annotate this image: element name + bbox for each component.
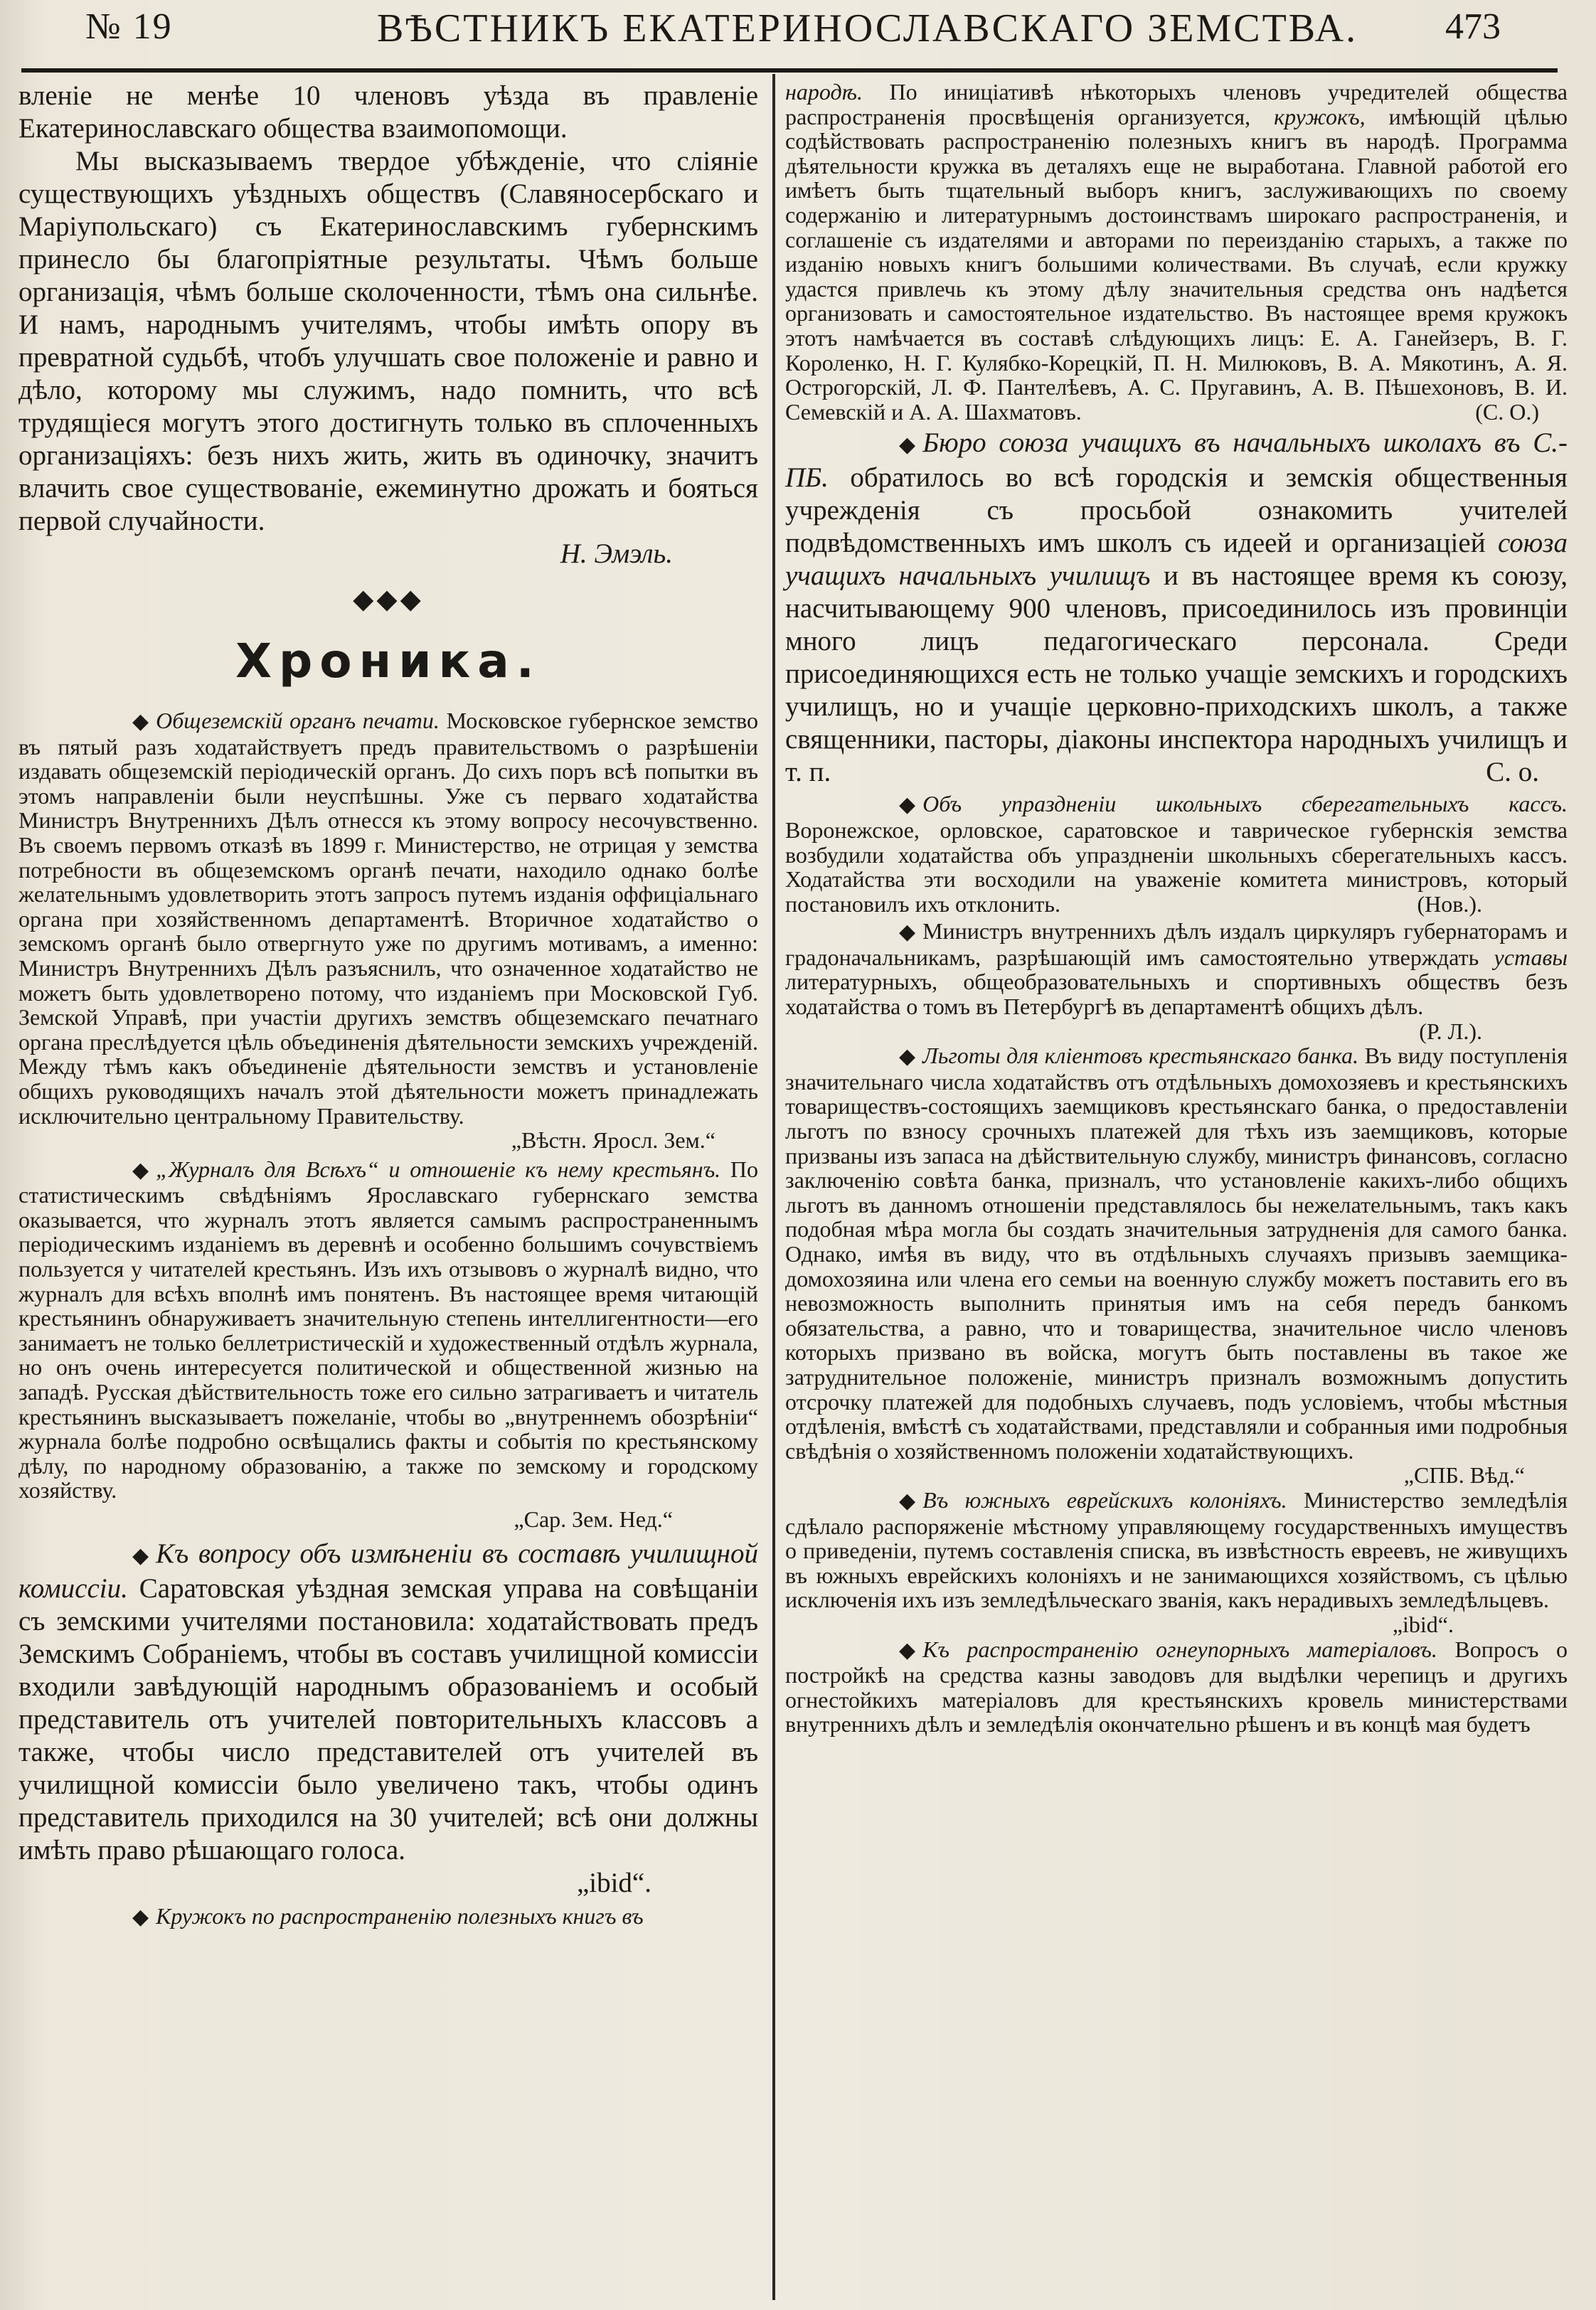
news-item-text: Саратовская уѣздная земская управа на совѣщаніи съ земскими учителями постановила: ходатайствовать предъ Земскимъ Собраніемъ, чтобы въ составъ училищной комиссіи входили завѣдующій народнымъ образованіемъ и особый представитель отъ учителей повторительныхъ классовъ а также, чтобы число представителей отъ учителей въ училищной комиссіи было увеличено такъ, чтобы одинъ представитель приходился на 30 учителей; всѣ они должны имѣть право рѣшающаго голоса. xyxy=(18,1572,758,1865)
news-item-continued xyxy=(785,80,1568,424)
news-item-title: Льготы для клiентовъ крестьянскаго банка. xyxy=(922,1043,1359,1069)
news-item-text: Вопросъ о постройкѣ на средства казны заводовъ для выдѣлки черепицъ и другихъ огнестойкихъ матеріаловъ для крестьянскихъ кровель министерствами внутреннихъ дѣлъ и земледѣлія окончательно рѣшенъ и въ концѣ мая будетъ xyxy=(785,1636,1568,1737)
news-item-source: (Нов.). xyxy=(1417,890,1482,917)
page-header xyxy=(43,0,1558,60)
header-rule xyxy=(21,68,1558,73)
ornament: ◆◆◆ xyxy=(353,585,424,614)
diamond-bullet-icon: ◆ xyxy=(132,1543,149,1568)
article-author: Н. Эмэль. xyxy=(560,538,673,569)
news-item-text: союза учащихъ начальныхъ училищъ xyxy=(785,528,1568,592)
news-item-text: обратилось во всѣ городскія и земскія общественныя учрежденія съ просьбой ознакомить учителей подвѣдомственныхъ имъ школъ съ идеей и организаціей xyxy=(785,462,1568,559)
news-item-title: Къ распространенію огнеупорныхъ матеріаловъ. xyxy=(922,1636,1437,1662)
news-item-text: Воронежское, орловское, саратовское и таврическое губернскія земства возбудили ходатайства объ упраздненіи школьныхъ сберегательныхъ кассъ. Ходатайства эти восходили на уваженіе комитета министровъ, который постановилъ ихъ отклонить. xyxy=(785,816,1568,917)
news-item-text: Въ виду поступленія значительнаго числа ходатайствъ отъ отдѣльныхъ домохозяевъ и крестьянскихъ товариществъ-состоящихъ заемщиковъ крестьянскаго банка, о предоставленіи льготъ по взносу срочныхъ платежей для тѣхъ изъ заемщиковъ, которые призваны изъ запаса на дѣйствительную службу, министръ финансовъ, согласно заключенію совѣта банка, призналъ, что установленіе какихъ-либо общихъ льготъ въ данномъ отношеніи представлялось бы нежелательнымъ, такъ какъ подобная мѣра могла бы создать значительныя затрудненія для самого банка. Однако, имѣя въ виду, что въ отдѣльныхъ случаяхъ призывъ заемщика-домохозяина или члена его семьи на военную службу можетъ поставить его въ невозможность выполнить принятыя имъ на себя передъ банкомъ обязательства, а равно, что и товарищества, значительное число членовъ которыхъ призвано въ войска, могутъ быть поставлены въ такое же затруднительное положеніе, министръ призналъ возможнымъ допустить отсрочку платежей для подобныхъ случаевъ, подъ условіемъ, чтобы мѣстныя отдѣленія, вмѣстѣ съ ходатайствами, представляли и собранныя ими подробныя свѣдѣнія о хозяйственномъ положеніи ходатайствующихъ. xyxy=(785,1043,1568,1464)
news-item-title: Кружокъ по распространенію полезныхъ книгъ въ xyxy=(156,1902,644,1929)
left-column xyxy=(18,80,758,1930)
news-item-text: Министръ внутреннихъ дѣлъ издалъ циркуляръ губернаторамъ и градоначальникамъ, разрѣшающій имъ самостоятельно утверждать xyxy=(785,918,1568,970)
news-item-title: Къ вопросу объ измѣненіи въ составѣ училищной комиссіи. xyxy=(18,1538,758,1604)
news-item-source: (С. О.) xyxy=(1475,398,1539,425)
right-column xyxy=(785,80,1568,1737)
news-item-title: „Журналъ для Всѣхъ“ и отношеніе къ нему крестьянъ. xyxy=(156,1156,721,1182)
news-item xyxy=(785,1043,1568,1489)
news-item-title: Объ упраздненіи школьныхъ сберегательныхъ кассъ. xyxy=(922,791,1568,817)
news-item-text: По иниціативѣ нѣкоторыхъ членовъ учредителей общества распространенія просвѣщенія организуется, xyxy=(785,79,1568,129)
news-item-source: „ibid“. xyxy=(1392,1611,1454,1637)
news-item-source: „СПБ. Вѣд.“ xyxy=(1403,1462,1525,1489)
news-item-text: и въ настоящее время къ союзу, насчитывающему 900 членовъ, присоединилось изъ провинціи много лицъ педагогическаго персонала. Среди присоединяющихся есть не только учащіе земскихъ и городскихъ училищъ, но и учащіе церковно-приходскихъ школъ, а также священники, пасторы, діаконы инспектора народныхъ училищъ и т. п. xyxy=(785,560,1568,788)
news-item xyxy=(18,1538,758,1900)
journal-title: ВѢСТНИКЪ ЕКАТЕРИНОСЛАВСКАГО ЗЕМСТВА. xyxy=(377,6,1358,50)
diamond-bullet-icon: ◆ xyxy=(132,710,149,733)
news-item-source: „ibid“. xyxy=(576,1867,651,1898)
news-item xyxy=(785,792,1568,916)
news-item xyxy=(18,708,758,1153)
diamond-bullet-icon: ◆ xyxy=(132,1905,149,1929)
news-item-text: Московское губернское земство въ пятый разъ ходатайствуетъ предъ правительствомъ о разрѣшеніи издавать общеземскій періодическій органъ. До сихъ поръ всѣ попытки въ этомъ направленіи были неуспѣшны. Уже съ перваго ходатайства Министръ Внутреннихъ Дѣлъ отнесся къ этому вопросу несочувственно. Въ своемъ первомъ отказѣ въ 1899 г. Министерство, не отрицая у земства потребности въ общеземскомъ органѣ печати, находило однако болѣе желательнымъ удовлетворить этотъ запросъ путемъ изданія оффиціальнаго органа при хозяйственномъ департаментѣ. Вторичное ходатайство о земскомъ органѣ было отвергнуто уже по другимъ мотивамъ, а именно: Министръ Внутреннихъ Дѣлъ разъяснилъ, что означенное ходатайство не можетъ быть удовлетворено потому, что изданіемъ при Московской Губ. Земской Управѣ, при участіи другихъ земствъ общеземскаго печатнаго органа преслѣдуется цѣль объединенія дѣятельности земскихъ учрежденій. Между тѣмъ какъ объединеніе дѣятельности земствъ и установленіе общихъ руководящихъ началъ этой дѣятельности можетъ принадлежать исключительно центральному Правительству. xyxy=(18,708,759,1129)
news-item-title: Въ южныхъ еврейскихъ колоніяхъ. xyxy=(922,1486,1287,1513)
news-item xyxy=(18,1904,758,1930)
diamond-bullet-icon: ◆ xyxy=(132,1158,149,1182)
news-item-text: имѣющій цѣлью содѣйствовать распространенію полезныхъ книгъ въ народѣ. Программа дѣятельности кружка въ деталяхъ еще не выработана. Главной работой его имѣетъ быть тщательный выборъ книгъ, заслуживающихъ по своему содержанію и литературнымъ достоинствамъ широкаго распространенія, и соглашеніе съ издателями и авторами по переизданію старыхъ, а также по изданію новыхъ книгъ большими количествами. Въ случаѣ, если кружку удастся привлечь къ этому дѣлу значительныя средства онъ надѣется организовать и самостоятельное издательство. Въ настоящее время кружокъ этотъ намѣчается въ составѣ слѣдующихъ лицъ: Е. А. Ганейзеръ, В. Г. Короленко, Н. Г. Кулябко-Корецкій, П. Н. Милюковъ, В. А. Мякотинъ, А. Я. Острогорскій, Л. Ф. Пантелѣевъ, А. С. Пругавинъ, А. В. Пѣшехоновъ, В. И. Семевскій и А. А. Шахматовъ. xyxy=(785,103,1568,425)
news-item-source: „Вѣстн. Яросл. Зем.“ xyxy=(511,1127,715,1154)
news-item-source: (Р. Л.). xyxy=(1419,1018,1482,1044)
news-item xyxy=(785,918,1568,1044)
news-item-text: По статистическимъ свѣдѣніямъ Ярославскаго губернскаго земства оказывается, что журналъ этотъ является самымъ распространеннымъ періодическимъ изданіемъ въ деревнѣ и особенно большимъ сочувствіемъ пользуется у читателей крестьянъ. Изъ ихъ отзывовъ о журналѣ видно, что журналъ для всѣхъ вполнѣ имъ понятенъ. Въ настоящее время читающій крестьянинъ обнаруживаетъ значительную степень интеллигентности—его занимаетъ не только беллетристическій и художественный отдѣлъ журнала, но онъ очень интересуется политической и общественной жизнью на западѣ. Русская дѣйствительность тоже его сильно затрагиваетъ и читатель крестьянинъ высказываетъ пожеланіе, чтобы во „внутреннемъ обозрѣніи“ журнала болѣе подробно освѣщались факты и событія по крестьянскому дѣлу, по народному образованію, а также по земскому и городскому хозяйству. xyxy=(18,1156,759,1503)
diamond-bullet-icon: ◆ xyxy=(899,920,916,944)
column-divider xyxy=(772,74,775,2300)
news-item xyxy=(785,1637,1568,1737)
news-item-text: народѣ. xyxy=(785,79,863,105)
issue-number: № 19 xyxy=(85,6,173,47)
diamond-bullet-icon: ◆ xyxy=(899,1489,916,1513)
diamond-bullet-icon: ◆ xyxy=(899,1045,916,1069)
news-item-source: С. о. xyxy=(1486,757,1539,788)
section-heading: Хроника. xyxy=(235,634,541,688)
page-number: 473 xyxy=(1445,6,1501,47)
news-item-text: литературныхъ, общеобразовательныхъ и спортивныхъ обществъ безъ ходатайства о томъ въ Петербургѣ въ департаментѣ общихъ дѣлъ. xyxy=(785,969,1568,1020)
diamond-bullet-icon: ◆ xyxy=(899,793,916,817)
news-item-text: кружокъ, xyxy=(1274,103,1366,129)
news-item-text: Министерство земледѣлія сдѣлало распоряженіе мѣстному управляющему государственныхъ имуществъ о приведеніи, путемъ составленія списка, въ извѣстность евреевъ, не живущихъ въ южныхъ еврейскихъ колоніяхъ и не занимающихся хозяйствомъ, съ цѣлью исключенія ихъ изъ земледѣльческаго званія, какъ нерадивыхъ земледѣльцевъ. xyxy=(785,1486,1568,1613)
news-item-text: уставы xyxy=(1494,944,1568,970)
news-item xyxy=(785,1486,1568,1637)
news-item-source: „Сар. Зем. Нед.“ xyxy=(514,1506,673,1532)
news-item xyxy=(18,1157,758,1532)
news-item-title: Бюро союза учащихъ въ начальныхъ школахъ въ С.-ПБ. xyxy=(785,427,1568,494)
news-item-title: Общеземскій органъ печати. xyxy=(156,708,440,733)
diamond-bullet-icon: ◆ xyxy=(899,1638,916,1662)
news-item xyxy=(785,427,1568,789)
diamond-bullet-icon: ◆ xyxy=(899,433,916,457)
article-text: Мы высказываемъ твердое убѣжденіе, что сліяніе существующихъ уѣздныхъ обществъ (Славяносербскаго и Маріупольскаго) съ Екатеринославскимъ губернскимъ принесло бы благопріятные результаты. Чѣмъ больше организація, чѣмъ больше сколоченности, тѣмъ она сильнѣе. И намъ, народнымъ учителямъ, чтобы имѣть опору въ превратной судьбѣ, чтобъ улучшать свое положеніе и равно и дѣло, которому мы служимъ, надо помнить, что всѣ трудящіеся могутъ этого достигнуть только въ сплоченныхъ организаціяхъ: безъ нихъ жить, жить въ одиночку, значитъ влачить свое существованіе, ежеминутно дрожать и бояться первой случайности. xyxy=(18,146,758,536)
article-text: вленіе не менѣе 10 членовъ уѣзда въ правленіе Екатеринославскаго общества взаимопомощи. xyxy=(18,80,758,144)
